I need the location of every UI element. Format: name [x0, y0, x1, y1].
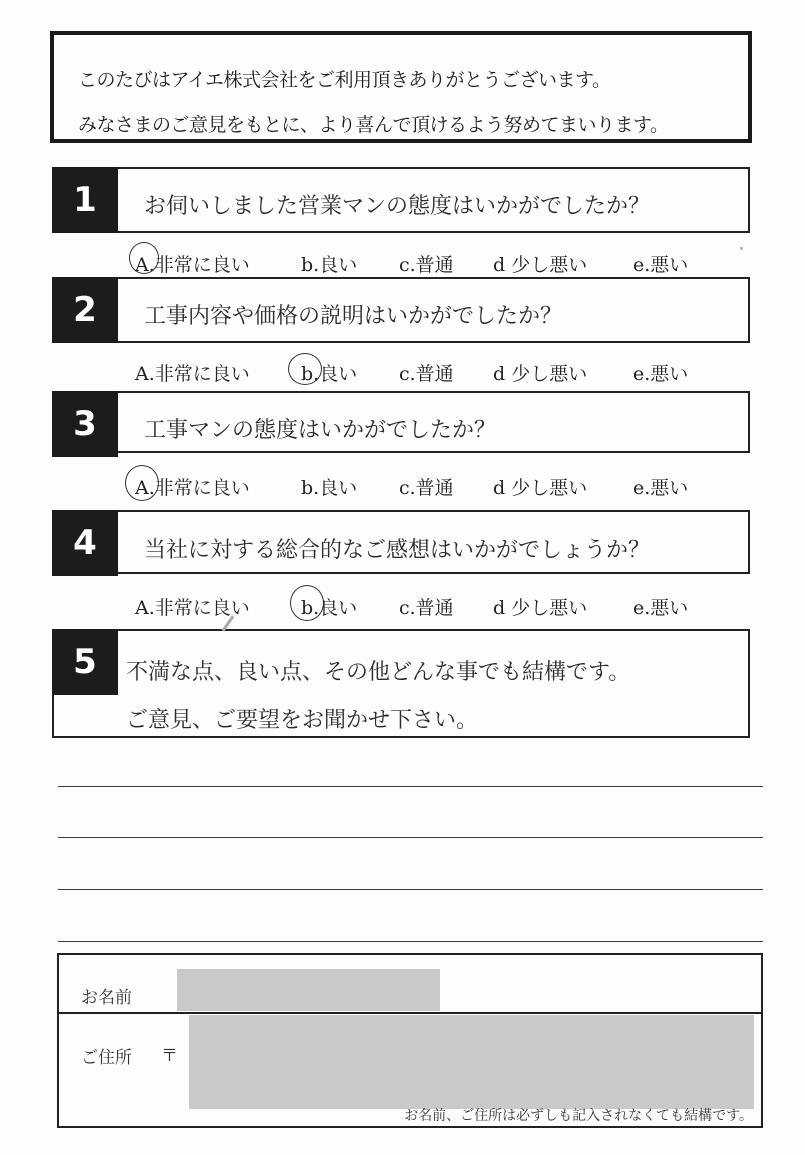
contact-note: お名前、ご住所は必ずしも記入されなくても結構です。 [404, 1108, 753, 1124]
option-a[interactable]: A.非常に良い [135, 477, 250, 499]
scan-speck [740, 247, 743, 250]
question-4-options [135, 593, 705, 623]
question-2-box [52, 277, 750, 343]
option-b[interactable]: b.良い [301, 597, 358, 619]
option-c[interactable]: c.普通 [399, 477, 454, 499]
option-b[interactable]: b.良い [301, 363, 358, 385]
question-1-options [135, 250, 705, 280]
option-a[interactable]: A.非常に良い [135, 254, 250, 276]
question-3-options [135, 473, 705, 503]
question-number-badge: 5 [52, 629, 118, 695]
option-d[interactable]: d 少し悪い [493, 597, 588, 619]
intro-box [50, 31, 752, 143]
option-d[interactable]: d 少し悪い [493, 477, 588, 499]
option-e[interactable]: e.悪い [633, 254, 689, 276]
option-e[interactable]: e.悪い [633, 477, 689, 499]
question-4-box [52, 510, 750, 574]
option-b[interactable]: b.良い [301, 254, 358, 276]
contact-box [57, 953, 763, 1128]
question-number-badge: 2 [52, 277, 118, 343]
option-a[interactable]: A.非常に良い [135, 597, 250, 619]
question-3-box [52, 391, 750, 453]
option-c[interactable]: c.普通 [399, 254, 454, 276]
name-label: お名前 [81, 988, 132, 1008]
question-text: 工事マンの態度はいかがでしたか？ [144, 418, 497, 443]
option-d[interactable]: d 少し悪い [493, 254, 588, 276]
question-number-badge: 1 [52, 167, 118, 233]
question-number-badge: 4 [52, 510, 118, 576]
intro-line-2: みなさまのご意見をもとに、より喜んで頂けるよう努めてまいります。 [78, 114, 669, 136]
option-b[interactable]: b.良い [301, 477, 358, 499]
address-redacted-field[interactable] [189, 1015, 754, 1109]
question-1-box [52, 167, 750, 233]
option-e[interactable]: e.悪い [633, 597, 689, 619]
question-text: 工事内容や価格の説明はいかがでしたか？ [144, 304, 563, 329]
question-5-line-1: 不満な点、良い点、その他どんな事でも結構です。 [126, 660, 631, 685]
option-e[interactable]: e.悪い [633, 363, 689, 385]
question-text: お伺いしました営業マンの態度はいかがでしたか？ [144, 194, 651, 219]
name-redacted-field[interactable] [177, 969, 440, 1011]
contact-divider [59, 1012, 761, 1014]
option-a[interactable]: A.非常に良い [135, 363, 250, 385]
comment-line[interactable] [58, 941, 763, 942]
intro-line-1: このたびはアイエ株式会社をご利用頂きありがとうございます。 [78, 69, 611, 91]
question-text: 当社に対する総合的なご感想はいかがでしょうか？ [144, 538, 651, 563]
comment-line[interactable] [58, 786, 763, 787]
question-number-badge: 3 [52, 391, 118, 457]
option-c[interactable]: c.普通 [399, 597, 454, 619]
comment-line[interactable] [58, 837, 763, 838]
option-c[interactable]: c.普通 [399, 363, 454, 385]
address-label: ご住所 [81, 1048, 132, 1068]
option-d[interactable]: d 少し悪い [493, 363, 588, 385]
comment-line[interactable] [58, 889, 763, 890]
question-5-box [52, 629, 750, 738]
postal-mark: 〒 [161, 1046, 178, 1066]
question-2-options [135, 359, 705, 389]
question-5-line-2: ご意見、ご要望をお聞かせ下さい。 [126, 708, 479, 733]
